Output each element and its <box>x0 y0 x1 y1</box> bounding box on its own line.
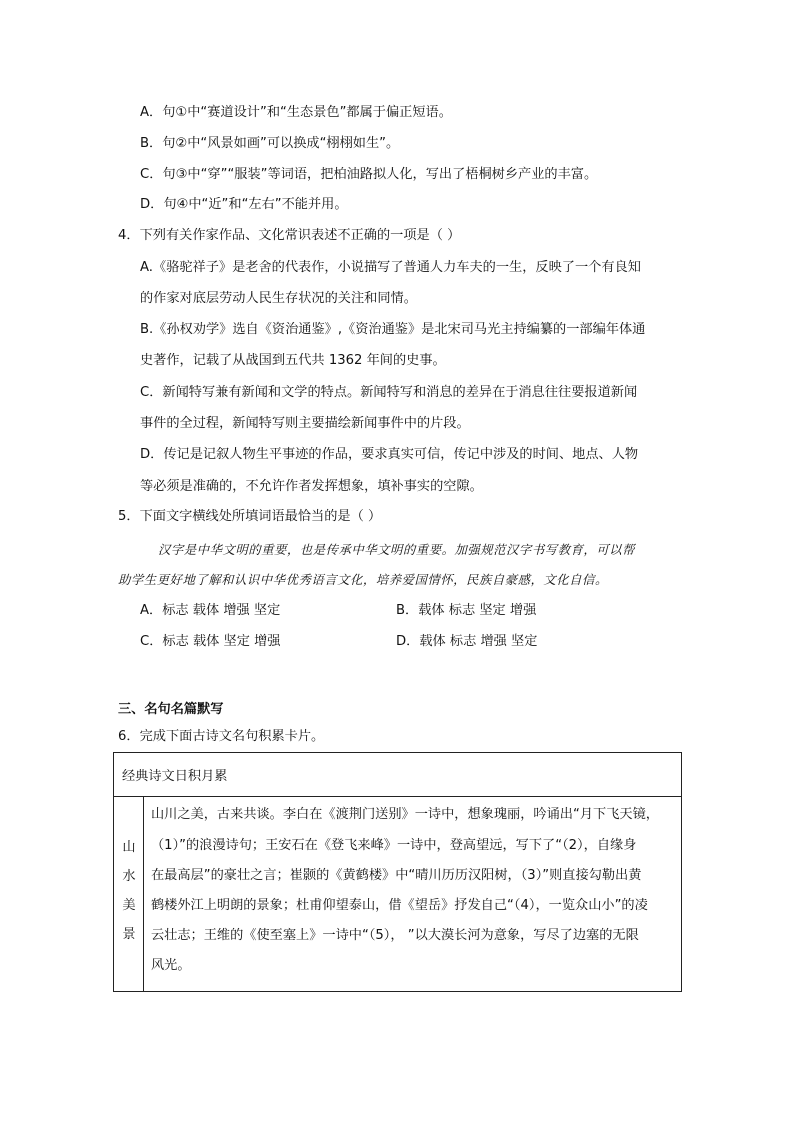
card-side-label <box>114 797 144 991</box>
q4-stem: 4．下列有关作家作品、文化常识表述不正确的一项是（ ） <box>118 228 461 243</box>
poetry-card <box>113 752 682 992</box>
card-text-line: 风光。 <box>151 958 191 973</box>
q4-line: 的作家对底层劳动人民生存状况的关注和同情。 <box>140 291 417 306</box>
q5-option-c: C．标志 载体 坚定 增强 <box>140 634 281 649</box>
q4-line: A.《骆驼祥子》是老舍的代表作，小说描写了普通人力车夫的一生，反映了一个有良知 <box>140 260 641 275</box>
q4-line: D．传记是记叙人物生平事迹的作品，要求真实可信，传记中涉及的时间、地点、人物 <box>140 447 639 462</box>
card-header <box>114 753 681 797</box>
q5-passage: 助学生更好地了解和认识中华优秀语言文化，培养爱国情怀，民族自豪感，文化自信。 <box>118 572 608 587</box>
q4-line: C．新闻特写兼有新闻和文学的特点。新闻特写和消息的差异在于消息往往要报道新闻 <box>140 385 638 400</box>
q6-stem: 6．完成下面古诗文名句积累卡片。 <box>118 729 325 744</box>
section-title: 三、名句名篇默写 <box>118 702 224 717</box>
card-text-line: 云壮志；王维的《使至塞上》一诗中“（5）， ”以大漠长河为意象，写尽了边塞的无限 <box>151 928 639 943</box>
q3-option-c: C．句③中“穿”“服装”等词语，把柏油路拟人化，写出了梧桐树乡产业的丰富。 <box>140 167 598 182</box>
side-char: 山 <box>122 840 136 855</box>
q5-stem: 5．下面文字横线处所填词语最恰当的是（ ） <box>118 509 382 524</box>
q5-passage: 汉字是中华文明的重要，也是传承中华文明的重要。加强规范汉字书写教育，可以帮 <box>158 542 635 557</box>
card-header-label: 经典诗文日积月累 <box>122 769 228 784</box>
side-char: 水 <box>122 869 136 884</box>
side-char: 美 <box>122 898 136 913</box>
q4-line: B.《孙权劝学》选自《资治通鉴》,《资治通鉴》是北宋司马光主持编纂的一部编年体通 <box>140 322 646 337</box>
side-char: 景 <box>122 927 136 942</box>
card-text-line: （1）”的浪漫诗句；王安石在《登飞来峰》一诗中，登高望远，写下了“（2），自缘身 <box>151 838 637 853</box>
q5-option-b: B．载体 标志 坚定 增强 <box>396 603 537 618</box>
q3-option-a: A．句①中“赛道设计”和“生态景色”都属于偏正短语。 <box>140 105 452 120</box>
card-text-line: 山川之美，古来共谈。李白在《渡荆门送别》一诗中，想象瑰丽，吟诵出“月下飞天镜， <box>151 807 659 822</box>
q5-option-a: A．标志 载体 增强 坚定 <box>140 603 281 618</box>
card-text-line: 鹤楼外江上明朗的景象；杜甫仰望泰山，借《望岳》抒发自己“（4），一览众山小”的凌 <box>151 898 648 913</box>
q3-option-d: D．句④中“近”和“左右”不能并用。 <box>140 197 348 212</box>
q5-option-d: D．载体 标志 增强 坚定 <box>396 634 538 649</box>
q4-line: 等必须是准确的，不允许作者发挥想象，填补事实的空隙。 <box>140 479 483 494</box>
q4-line: 事件的全过程，新闻特写则主要描绘新闻事件中的片段。 <box>140 416 470 431</box>
card-text-line: 在最高层”的豪壮之言；崔颢的《黄鹤楼》中“晴川历历汉阳树，（3）”则直接勾勒出黄 <box>151 868 642 883</box>
q3-option-b: B．句②中“风景如画”可以换成“栩栩如生”。 <box>140 136 400 151</box>
q4-line: 史著作，记载了从战国到五代共 1362 年间的史事。 <box>140 353 446 368</box>
